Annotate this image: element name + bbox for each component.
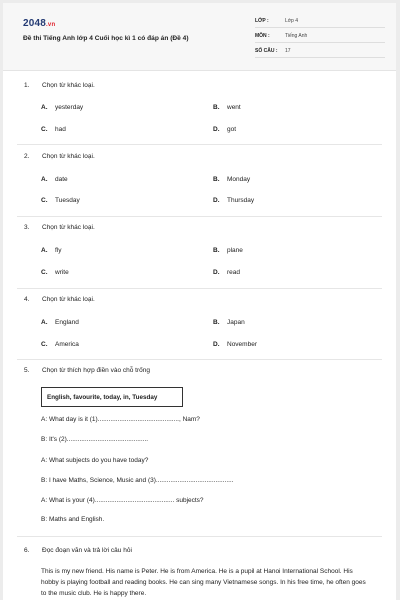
meta-subject-label: MÔN : [255,33,270,39]
meta-count-label: SỐ CÂU : [255,48,278,54]
divider [17,144,382,145]
divider [17,359,382,360]
q5-line-2: B: It's (2)............................................. [41,436,149,443]
question-5-text: Chọn từ thích hợp điền vào chỗ trống [42,367,150,374]
option-text: had [55,126,66,133]
q4-option-c[interactable] [41,341,79,348]
option-text: Tuesday [55,197,80,204]
option-text: Monday [227,176,251,183]
exam-header [3,3,396,71]
q1-option-c[interactable] [41,126,66,133]
option-letter: C. [41,269,48,276]
site-logo[interactable] [23,18,55,29]
meta-grade-value: Lớp 4 [285,18,299,24]
q2-option-c[interactable] [41,197,80,204]
option-letter: C. [41,197,48,204]
option-letter: D. [213,341,220,348]
meta-grade-label: LỚP : [255,18,269,24]
question-6-text: Đọc đoạn văn và trả lời câu hỏi [42,547,132,554]
question-6-number: 6. [24,547,30,554]
question-4-number: 4. [24,296,30,303]
q3-option-d[interactable] [213,269,240,276]
option-letter: C. [41,341,48,348]
q4-option-b[interactable] [213,319,245,326]
option-letter: B. [213,104,220,111]
logo-suffix: .vn [46,22,56,28]
option-text: yesterday [55,104,84,111]
divider [17,288,382,289]
option-text: America [55,341,79,348]
option-text: got [227,126,237,133]
exam-page [3,3,396,600]
q2-option-b[interactable] [213,176,250,183]
option-text: plane [227,247,243,254]
q4-option-d[interactable] [213,341,257,348]
option-text: Thursday [227,197,255,204]
divider [17,536,382,537]
q5-line-4: B: I have Maths, Science, Music and (3)........................................... [41,477,234,484]
q5-line-3: A: What subjects do you have today? [41,457,149,464]
meta-count-value: 17 [285,48,291,54]
option-letter: D. [213,126,220,133]
option-letter: B. [213,247,220,254]
question-1-text: Chọn từ khác loại. [42,82,95,89]
q1-option-a[interactable] [41,104,83,111]
logo-text: 2048 [23,18,47,29]
option-letter: D. [213,197,220,204]
option-text: Japan [227,319,245,326]
q1-option-b[interactable] [213,104,241,111]
word-bank-box: English, favourite, today, in, Tuesday [41,387,183,407]
question-3-text: Chọn từ khác loại. [42,224,95,231]
question-1-number: 1. [24,82,30,89]
q2-option-a[interactable] [41,176,68,183]
question-2-number: 2. [24,153,30,160]
meta-count [255,45,385,58]
divider [17,216,382,217]
meta-subject-value: Tiếng Anh [285,33,308,39]
q1-option-d[interactable] [213,126,236,133]
option-text: went [227,104,241,111]
q5-line-5: A: What is your (4)............................................ subjects? [41,497,204,504]
option-text: November [227,341,257,348]
option-letter: D. [213,269,220,276]
meta-grade [255,15,385,28]
meta-subject [255,30,385,43]
q5-line-1: A: What day is it (1)............................................., Nam? [41,416,200,423]
q3-option-c[interactable] [41,269,69,276]
q3-option-a[interactable] [41,247,62,254]
q3-option-b[interactable] [213,247,243,254]
question-4-text: Chọn từ khác loại. [42,296,95,303]
option-text: read [227,269,241,276]
option-letter: A. [41,176,48,183]
option-text: write [55,269,69,276]
option-letter: A. [41,104,48,111]
exam-title: Đề thi Tiếng Anh lớp 4 Cuối học kì 1 có đáp án (Đề 4) [23,35,189,42]
q2-option-d[interactable] [213,197,254,204]
question-5-number: 5. [24,367,30,374]
reading-passage: This is my new friend. His name is Peter. He is from America. He is a pupil at Hanoi International School. His hobby is playing football and reading books. He can sing many Vietnamese songs. In his free time, he often goes to the music club. He is happy there. [41,568,366,597]
option-text: England [55,319,79,326]
option-letter: B. [213,319,220,326]
question-2-text: Chọn từ khác loại. [42,153,95,160]
option-letter: A. [41,319,48,326]
option-letter: B. [213,176,220,183]
option-letter: C. [41,126,48,133]
q4-option-a[interactable] [41,319,79,326]
option-text: fly [55,247,62,254]
question-3-number: 3. [24,224,30,231]
option-text: date [55,176,68,183]
option-letter: A. [41,247,48,254]
q5-line-6: B: Maths and English. [41,516,105,523]
